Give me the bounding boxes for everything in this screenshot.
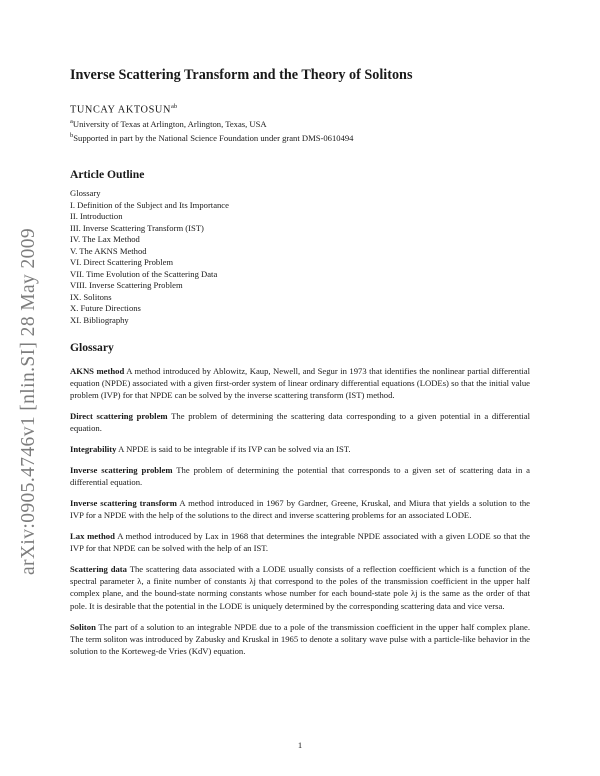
main-content [70,64,530,664]
glossary-definition: A method introduced by Ablowitz, Kaup, Newell, and Segur in 1973 that identifies the nonlinear partial differential equation (NPDE) associated with a given first-order system of linear ordinary differential equations (LODEs) so that the initial value problem (IVP) for that NPDE can be solved by the inverse scattering transform (IST) method. [70,365,530,401]
outline-item: Glossary [70,188,101,199]
outline-heading: Article Outline [70,168,145,182]
glossary-term: Direct scattering problem [70,411,168,422]
glossary-entry [70,621,530,658]
glossary-term: Lax method [70,531,115,542]
outline-item: X. Future Directions [70,303,141,314]
glossary-definition: The problem of determining the potential that corresponds to a given set of scattering data in a differential equation. [70,464,530,488]
outline-item: VI. Direct Scattering Problem [70,257,174,268]
outline-list [70,188,530,326]
outline-item: I. Definition of the Subject and Its Importance [70,199,229,210]
glossary-definition: The problem of determining the scattering data corresponding to a given potential in a differential equation. [70,411,530,434]
glossary-entry [70,563,530,612]
paper-title: Inverse Scattering Transform and the Theory of Solitons [70,67,413,83]
outline-item: III. Inverse Scattering Transform (IST) [70,222,204,233]
glossary-term: Inverse scattering problem [70,464,173,475]
outline-item: VIII. Inverse Scattering Problem [70,280,183,291]
glossary-definition: A method introduced by Lax in 1968 that determines the integrable NPDE associated with a given LODE so that the IVP for that NPDE can be solved with the help of an IST. [70,531,530,554]
glossary-term: Soliton [70,621,96,632]
glossary-term: Inverse scattering transform [70,497,177,508]
author-marks: ab [171,103,178,110]
glossary-definition: A method introduced in 1967 by Gardner, Greene, Kruskal, and Miura that yields a solution to the IVP for a NPDE with the help of the solutions to the direct and inverse scattering problems for an associated LODE. [70,497,531,521]
outline-item: V. The AKNS Method [70,245,147,256]
glossary-entry [70,497,530,521]
outline-item: IV. The Lax Method [70,234,140,245]
author-line [70,100,530,116]
glossary-entry [70,530,530,554]
outline-item: XI. Bibliography [70,314,129,325]
glossary-definition: The part of a solution to an integrable NPDE due to a pole of the transmission coefficient in the upper half complex plane. The term soliton was introduced by Zabusky and Kruskal in 1965 to denote a solitary wave pulse with a particle-like behavior in the solution to the Korteweg-de Vries (KdV) equation. [70,621,530,656]
glossary-entry [70,365,530,402]
page-number: 1 [297,740,303,750]
affiliation-b: $^b$Supported in part by the National Science Foundation under grant DMS-0610494 [70,132,354,144]
outline-item: IX. Solitons [70,291,112,302]
arxiv-identifier: arXiv:0905.4746v1 [nlin.SI] 28 May 2009 [18,227,39,575]
glossary-definition: The scattering data associated with a LODE usually consists of a reflection coefficient which is a function of the spectral parameter λ, a finite number of constants λj that correspond to the poles of the transmission coefficient in the upper half complex plane, and the bound-state norming constants whose number for each bound-state pole λj is the same as the order of that pole. It is desirable that the potential in the LODE is uniquely determined by the corresponding scattering data and vice versa. [70,564,531,611]
glossary-entry [70,464,530,488]
affiliation-a: $^a$University of Texas at Arlington, Arlington, Texas, USA [70,118,267,130]
outline-item: II. Introduction [70,211,123,222]
glossary-definition: A NPDE is said to be integrable if its IVP can be solved via an IST. [118,444,351,455]
glossary-term: AKNS method [70,365,125,376]
author-name: TUNCAY AKTOSUN [70,104,171,116]
outline-item: VII. Time Evolution of the Scattering Data [70,268,218,279]
glossary-entry [70,443,530,455]
glossary-term: Scattering data [70,564,127,575]
glossary-entry [70,410,530,434]
glossary-heading: Glossary [70,341,114,355]
glossary-entries [70,365,530,657]
glossary-term: Integrability [70,444,117,455]
